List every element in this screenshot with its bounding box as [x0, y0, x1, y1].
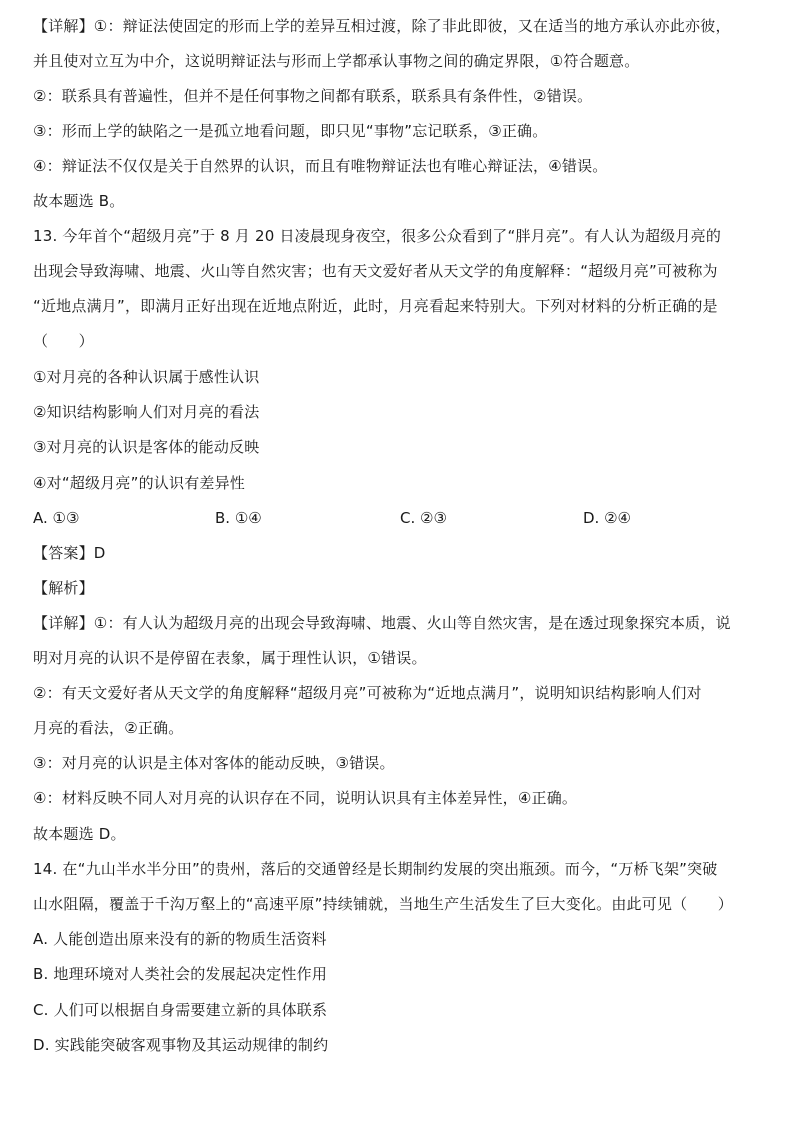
- q13-stem-line-2: 出现会导致海啸、地震、火山等自然灾害；也有天文爱好者从天文学的角度解释：“超级月亮”可被称为: [33, 262, 718, 280]
- q13-item-3: ③对月亮的认识是客体的能动反映: [33, 438, 260, 456]
- q13-item-4: ④对“超级月亮”的认识有差异性: [33, 474, 245, 492]
- q13-detail-line-6: ④：材料反映不同人对月亮的认识存在不同，说明认识具有主体差异性，④正确。: [33, 789, 578, 807]
- q13-item-2: ②知识结构影响人们对月亮的看法: [33, 403, 260, 421]
- q13-answer: 【答案】D: [33, 544, 106, 562]
- q13-option-c: C. ②③: [400, 509, 447, 527]
- q13-stem-line-4: （ ）: [33, 332, 94, 350]
- q13-conclusion: 故本题选 D。: [33, 825, 126, 843]
- q13-option-d: D. ②④: [583, 509, 631, 527]
- q13-item-1: ①对月亮的各种认识属于感性认识: [33, 368, 260, 386]
- q13-detail-line-5: ③：对月亮的认识是主体对客体的能动反映，③错误。: [33, 754, 395, 772]
- q13-detail-line-2: 明对月亮的认识不是停留在表象，属于理性认识，①错误。: [33, 649, 427, 667]
- q13-option-b: B. ①④: [215, 509, 262, 527]
- q13-analysis-heading: 【解析】: [33, 579, 94, 597]
- q13-detail-line-1: 【详解】①：有人认为超级月亮的出现会导致海啸、地震、火山等自然灾害，是在透过现象探究本质，说: [33, 614, 731, 632]
- conclusion-line: 故本题选 B。: [33, 192, 125, 210]
- q14-option-b: B. 地理环境对人类社会的发展起决定性作用: [33, 965, 328, 983]
- explanation-line-1: 【详解】①：辩证法使固定的形而上学的差异互相过渡，除了非此即彼，又在适当的地方承认亦此亦彼，: [33, 17, 731, 35]
- q14-option-d: D. 实践能突破客观事物及其运动规律的制约: [33, 1036, 329, 1054]
- q14-stem-line-1: 14. 在“九山半水半分田”的贵州，落后的交通曾经是长期制约发展的突出瓶颈。而今，“万桥飞架”突破: [33, 860, 718, 878]
- explanation-line-2: 并且使对立互为中介，这说明辩证法与形而上学都承认事物之间的确定界限，①符合题意。: [33, 52, 640, 70]
- explanation-line-5: ④：辩证法不仅仅是关于自然界的认识，而且有唯物辩证法也有唯心辩证法，④错误。: [33, 157, 608, 175]
- explanation-line-3: ②：联系具有普遍性，但并不是任何事物之间都有联系，联系具有条件性，②错误。: [33, 87, 593, 105]
- q14-stem-line-2: 山水阻隔，覆盖于千沟万壑上的“高速平原”持续铺就，当地生产生活发生了巨大变化。由此可见（ ）: [33, 895, 733, 913]
- q13-option-a: A. ①③: [33, 509, 80, 527]
- q13-stem-line-3: “近地点满月”，即满月正好出现在近地点附近，此时，月亮看起来特别大。下列对材料的分析正确的是: [33, 297, 718, 315]
- q14-option-c: C. 人们可以根据自身需要建立新的具体联系: [33, 1001, 328, 1019]
- q13-stem-line-1: 13. 今年首个“超级月亮”于 8 月 20 日凌晨现身夜空，很多公众看到了“胖月亮”。有人认为超级月亮的: [33, 227, 722, 245]
- q13-detail-line-3: ②：有天文爱好者从天文学的角度解释“超级月亮”可被称为“近地点满月”，说明知识结构影响人们对: [33, 684, 702, 702]
- q14-option-a: A. 人能创造出原来没有的新的物质生活资料: [33, 930, 327, 948]
- explanation-line-4: ③：形而上学的缺陷之一是孤立地看问题，即只见“事物”忘记联系，③正确。: [33, 122, 548, 140]
- q13-detail-line-4: 月亮的看法，②正确。: [33, 719, 184, 737]
